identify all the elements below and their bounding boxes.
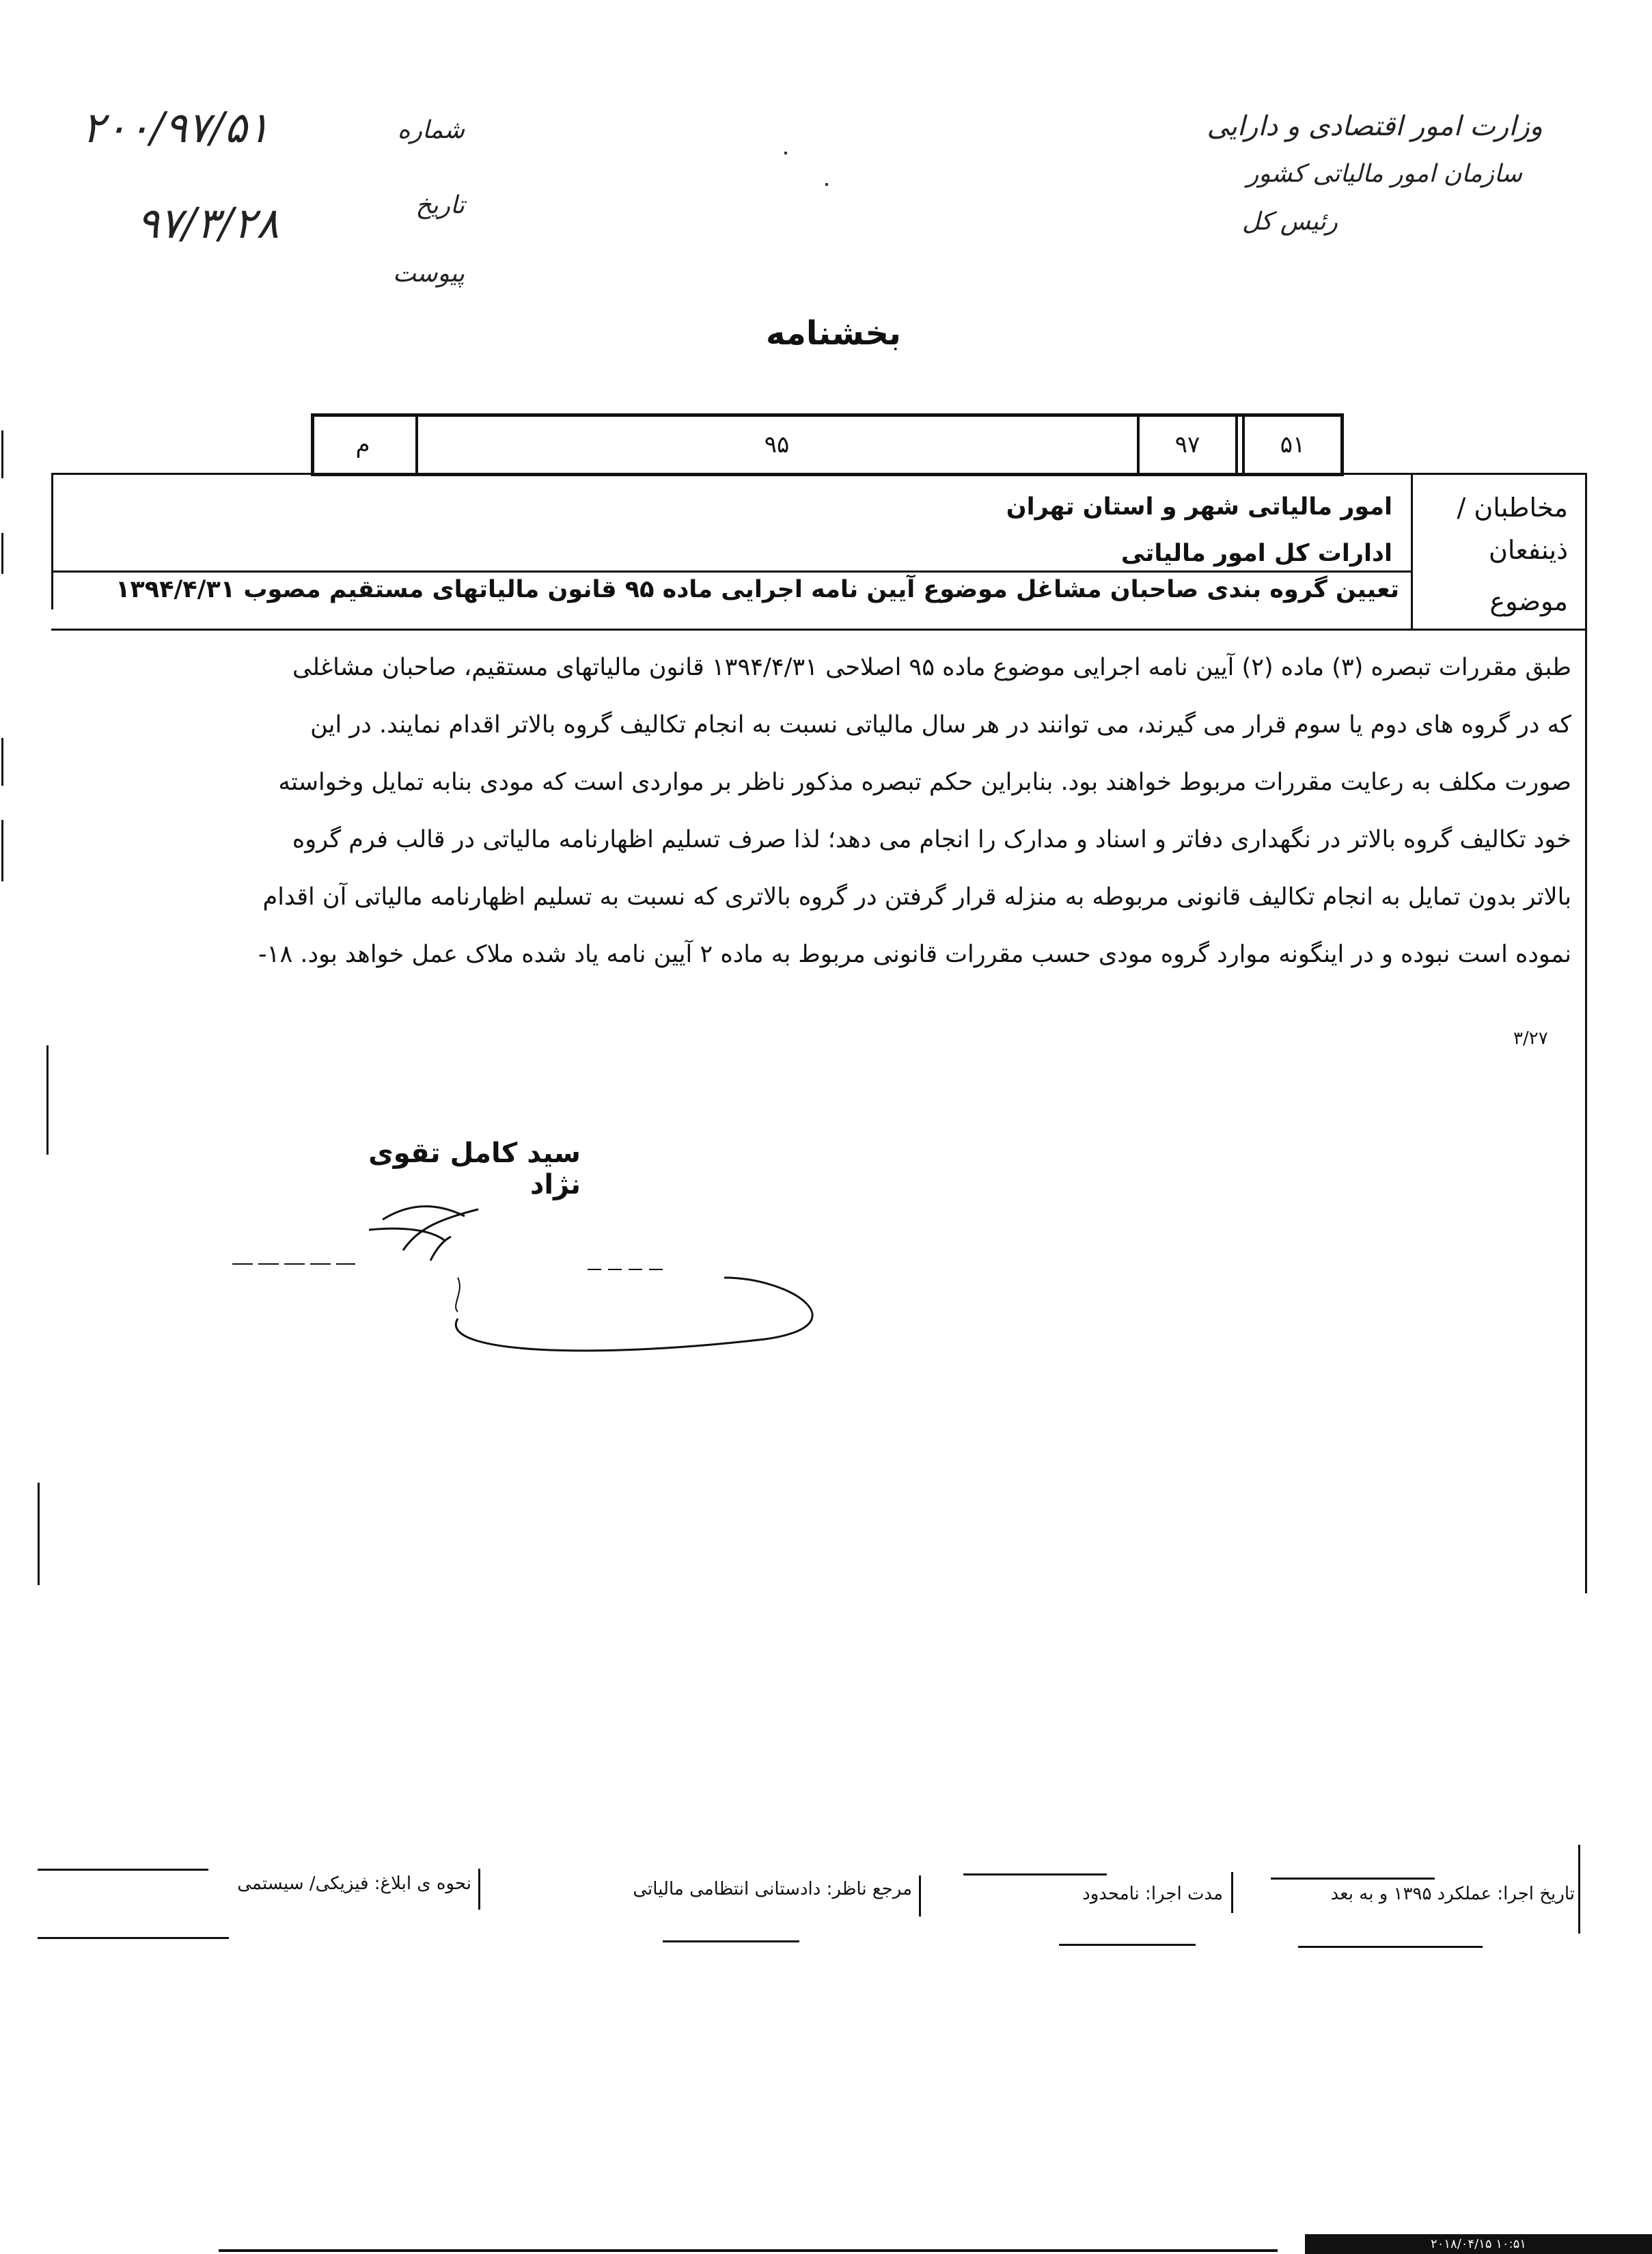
scan-dot	[784, 152, 787, 154]
date-label: تاریخ	[415, 191, 465, 219]
header-top-rule	[51, 473, 1585, 475]
scan-mark	[1, 430, 3, 478]
body-paragraph	[58, 639, 1571, 983]
footer-exec-period: مدت اجرا: نامحدود	[1082, 1884, 1223, 1904]
code-cell-1	[1242, 417, 1340, 473]
footer-sep	[919, 1875, 921, 1916]
scan-dot	[825, 183, 828, 186]
subject-text: تعیین گروه بندی صاحبان مشاغل موضوع آیین نامه اجرایی ماده ۹۵ قانون مالیاتهای مستقیم مصوب ۱۳۹۴/۴/۳۱	[115, 576, 1399, 603]
footer-bottom-rule	[1298, 1946, 1483, 1948]
scan-mark	[1, 820, 3, 881]
bottom-strip-rule	[219, 2249, 1278, 2252]
bottom-strip-bar	[1305, 2234, 1652, 2254]
meta-block	[82, 102, 465, 307]
body-line-5: بالاتر بدون تمایل به انجام تکالیف قانونی مربوطه به منزله قرار گرفتن در گروه بالاتری که نسبت به تسلیم اظهارنامه مالیاتی آن اقدام	[262, 883, 1571, 911]
letterhead	[1160, 102, 1543, 246]
code-cell-4-text: م	[355, 431, 370, 458]
code-cell-1-text: ۵۱	[1280, 431, 1306, 458]
number-value: ۲۰۰/۹۷/۵۱	[82, 102, 270, 152]
body-line-1: طبق مقررات تبصره (۳) ماده (۲) آیین نامه اجرایی موضوع ماده ۹۵ اصلاحی ۱۳۹۴/۴/۳۱ قانون مالیاتهای مستقیم، صاحبان مشاغلی	[292, 654, 1571, 681]
bottom-strip-text: ۲۰۱۸/۰۴/۱۵ ۱۰:۵۱	[1431, 2237, 1526, 2251]
footer-top-rule	[963, 1873, 1107, 1875]
code-cell-2	[1137, 417, 1238, 473]
body-line-4: خود تکالیف گروه بالاتر در نگهداری دفاتر و اسناد و مدارک را انجام می دهد؛ لذا صرف تسلیم اظهارنامه مالیاتی در قالب فرم گروه	[292, 826, 1571, 853]
subject-label: موضوع	[1489, 586, 1568, 616]
number-label: شماره	[397, 116, 465, 144]
footer-bottom-rule	[38, 1937, 229, 1939]
recipient-1: امور مالیاتی شهر و استان تهران	[1006, 493, 1392, 521]
recipients-rule	[51, 571, 1411, 573]
body-left-rule	[38, 1483, 40, 1585]
code-cell-2-text: ۹۷	[1174, 431, 1200, 458]
recipients-label: مخاطبان / ذینفعان	[1457, 493, 1568, 565]
signature-icon	[232, 1189, 861, 1366]
footer-sep	[1231, 1872, 1233, 1913]
letterhead-ministry: وزارت امور اقتصادی و دارایی	[1207, 111, 1543, 142]
document-title: بخشنامه	[766, 314, 901, 353]
body-tail: ۳/۲۷	[1513, 1028, 1548, 1049]
label-column-rule	[1411, 473, 1413, 630]
date-value: ۹۷/۳/۲۸	[137, 198, 279, 248]
footer-top-rule	[38, 1869, 208, 1871]
recipient-2: ادارات کل امور مالیاتی	[1120, 540, 1392, 567]
footer-bottom-rule	[663, 1940, 799, 1942]
footer-notify-method: نحوه ی ابلاغ: فیزیکی/ سیستمی	[237, 1873, 471, 1894]
footer-supervisor: مرجع ناظر: دادستانی انتظامی مالیاتی	[633, 1879, 912, 1899]
footer-bottom-rule	[1059, 1944, 1196, 1946]
footer-top-rule	[1271, 1878, 1435, 1880]
signatory-name: سید کامل تقوی نژاد	[368, 1138, 581, 1200]
attachment-label: پیوست	[393, 260, 465, 288]
body-left-rule	[46, 1045, 49, 1155]
code-box	[311, 413, 1344, 476]
subject-rule	[51, 629, 1585, 631]
header-right-rule	[1585, 473, 1587, 1593]
footer-right-rule	[1578, 1845, 1580, 1934]
code-cell-3-text: ۹۵	[764, 431, 790, 458]
code-cell-3	[415, 417, 1135, 473]
body-line-6: نموده است نبوده و در اینگونه موارد گروه مودی حسب مقررات قانونی مربوط به ماده ۲ آیین نامه یاد شده ملاک عمل خواهد بود. ۱۸-	[258, 941, 1571, 968]
scan-mark	[1, 738, 3, 786]
letterhead-organization: سازمان امور مالیاتی کشور	[1246, 160, 1522, 188]
scan-mark	[1, 533, 3, 574]
body-line-3: صورت مکلف به رعایت مقررات مربوط خواهند بود. بنابراین حکم تبصره مذکور ناظر بر مواردی است که مودی بنابه تمایل وخواسته	[278, 769, 1571, 796]
code-cell-4	[314, 417, 411, 473]
body-line-2: که در گروه های دوم یا سوم قرار می گیرند، می توانند در هر سال مالیاتی نسبت به انجام تکالیف گروه بالاتر اقدام نمایند. در این	[310, 711, 1571, 739]
letterhead-title: رئیس کل	[1241, 208, 1338, 236]
header-left-rule	[51, 473, 53, 609]
footer-sep	[478, 1869, 480, 1910]
footer-exec-date: تاریخ اجرا: عملکرد ۱۳۹۵ و به بعد	[1330, 1884, 1575, 1904]
